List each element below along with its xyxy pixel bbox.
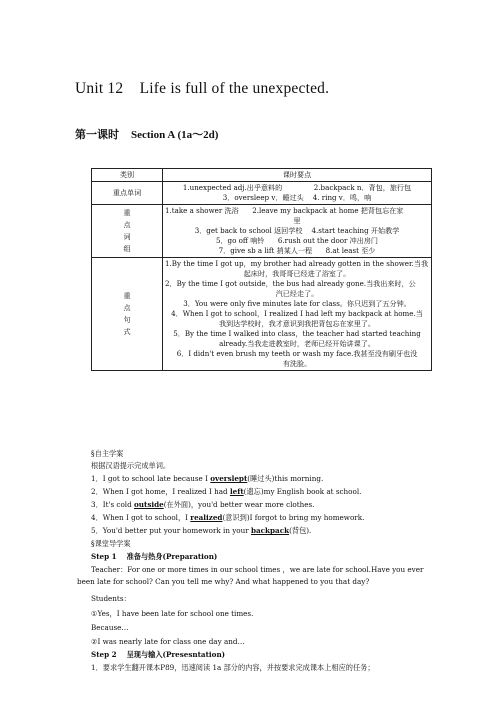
item-text: (睡过头)this morning. — [247, 474, 324, 483]
exercise-item — [91, 513, 364, 523]
item-answer: left — [229, 487, 244, 496]
phrase-line: 3．get back to school 返回学校 4.start teaching 开始教学 — [194, 226, 400, 235]
step2-item: 1．要求学生翻开课本P89，迅速阅读 1a 部分的内容，并按要求完成课本上相应的任务； — [91, 663, 375, 672]
student-answer: ②I was nearly late for class one day and… — [91, 637, 245, 646]
sentence-line: 起床时，我哥哥已经进了浴室了。 — [243, 269, 351, 278]
label-char: 重 — [123, 208, 131, 217]
sentences-label — [92, 258, 163, 371]
item-text: 3．It's cold — [91, 500, 134, 509]
students-label: Students： — [91, 594, 131, 603]
step2-heading: Step 2 呈现与输入(Presesntation) — [91, 650, 226, 659]
sentence-line: 2．By the time I got outside，the bus had already gone.当我出来时，公 — [165, 279, 416, 288]
words-line: 3．oversleep v．睡过头 4. ring v．鸣，响 — [222, 193, 372, 202]
self-study-heading: §自主学案 — [91, 449, 124, 458]
sentence-line: 5．By the time I walked into class，the teacher had started teaching — [173, 329, 421, 338]
phrases-label — [92, 205, 163, 258]
teacher-line: been late for school? Can you tell me why? And what happened to you that day? — [77, 577, 370, 586]
step1-heading: Step 1 准备与热身(Preparation) — [91, 552, 218, 561]
sentences-cell — [163, 258, 432, 371]
item-text: (在外面)，you'd better wear more clothes. — [163, 500, 315, 509]
item-answer: overslept — [210, 474, 248, 483]
student-answer: ①Yes，I have been late for school one times. — [91, 609, 254, 618]
phrase-line: 1.take a shower 洗浴 2.leave my backpack at home 把背包忘在家 — [165, 206, 404, 215]
words-label: 重点单词 — [92, 182, 163, 205]
section-label: Section A (1a～2d) — [131, 129, 219, 141]
class-guide-heading: §课堂导学案 — [91, 539, 131, 548]
item-text: 2．When I got home，I realized I had — [91, 487, 230, 496]
item-text: (遗忘)my English book at school. — [243, 487, 362, 496]
item-answer: backpack — [250, 526, 290, 535]
words-cell — [163, 182, 432, 205]
teacher-line: Teacher：For one or more times in our school times ，we are late for school.Have you ever — [91, 565, 424, 574]
sentence-line: 汽已经走了。 — [275, 289, 319, 298]
lesson-subtitle — [75, 126, 218, 142]
label-char: 句 — [123, 315, 131, 324]
label-char: 点 — [123, 303, 131, 312]
phrase-line: 7．give sb a lift 捎某人一程 8.at least 至少 — [218, 246, 376, 255]
header-points: 课时要点 — [163, 169, 432, 182]
label-char: 式 — [123, 327, 131, 336]
exercise-item — [91, 487, 361, 497]
phrase-line: 5．go off 响铃 6.rush out the door 冲出房门 — [215, 236, 379, 245]
self-study-instruction: 根据汉语提示完成单词。 — [91, 461, 171, 470]
label-char: 点 — [123, 220, 131, 229]
item-text: (背包). — [289, 526, 312, 535]
sentence-line: 我到达学校时，我才意识到我把背包忘在家里了。 — [218, 319, 376, 328]
exercise-item — [91, 500, 314, 510]
lesson-label: 第一课时 — [75, 129, 119, 141]
because-text: Because… — [91, 623, 129, 632]
sentence-line: 4．When I got to school，I realized I had left my backpack at home.当 — [171, 309, 423, 318]
page-title: Unit 12 Life is full of the unexpected. — [75, 80, 330, 97]
header-category: 类别 — [92, 169, 163, 182]
item-text: 4．When I got to school，I — [91, 513, 191, 522]
key-points-table — [91, 168, 432, 371]
exercise-item — [91, 474, 323, 484]
phrase-line: 里 — [293, 216, 301, 225]
words-line: 1.unexpected adj.出乎意料的 2.backpack n．背包，旅行包 — [182, 183, 412, 192]
sentence-line: 3．You were only five minutes late for class。你只迟到了五分钟。 — [183, 299, 411, 308]
label-char: 词 — [123, 232, 131, 241]
item-answer: outside — [133, 500, 164, 509]
label-char: 重 — [123, 291, 131, 300]
sentence-line: 6．I didn't even brush my teeth or wash my face.我甚至没有刷牙也没 — [176, 349, 418, 358]
item-text: 5．You'd better put your homework in your — [91, 526, 251, 535]
label-char: 组 — [123, 244, 131, 253]
sentence-line: 1.By the time I got up，my brother had already gotten in the shower.当我 — [165, 259, 429, 268]
item-answer: realized — [190, 513, 223, 522]
phrases-cell — [163, 205, 432, 258]
exercise-item — [91, 526, 311, 536]
item-text: (意识到)I forgot to bring my homework. — [222, 513, 365, 522]
item-text: 1．I got to school late because I — [91, 474, 211, 483]
sentence-line: already.当我走进教室时，老师已经开始讲课了。 — [219, 339, 375, 348]
sentence-line: 有洗脸。 — [282, 359, 312, 368]
